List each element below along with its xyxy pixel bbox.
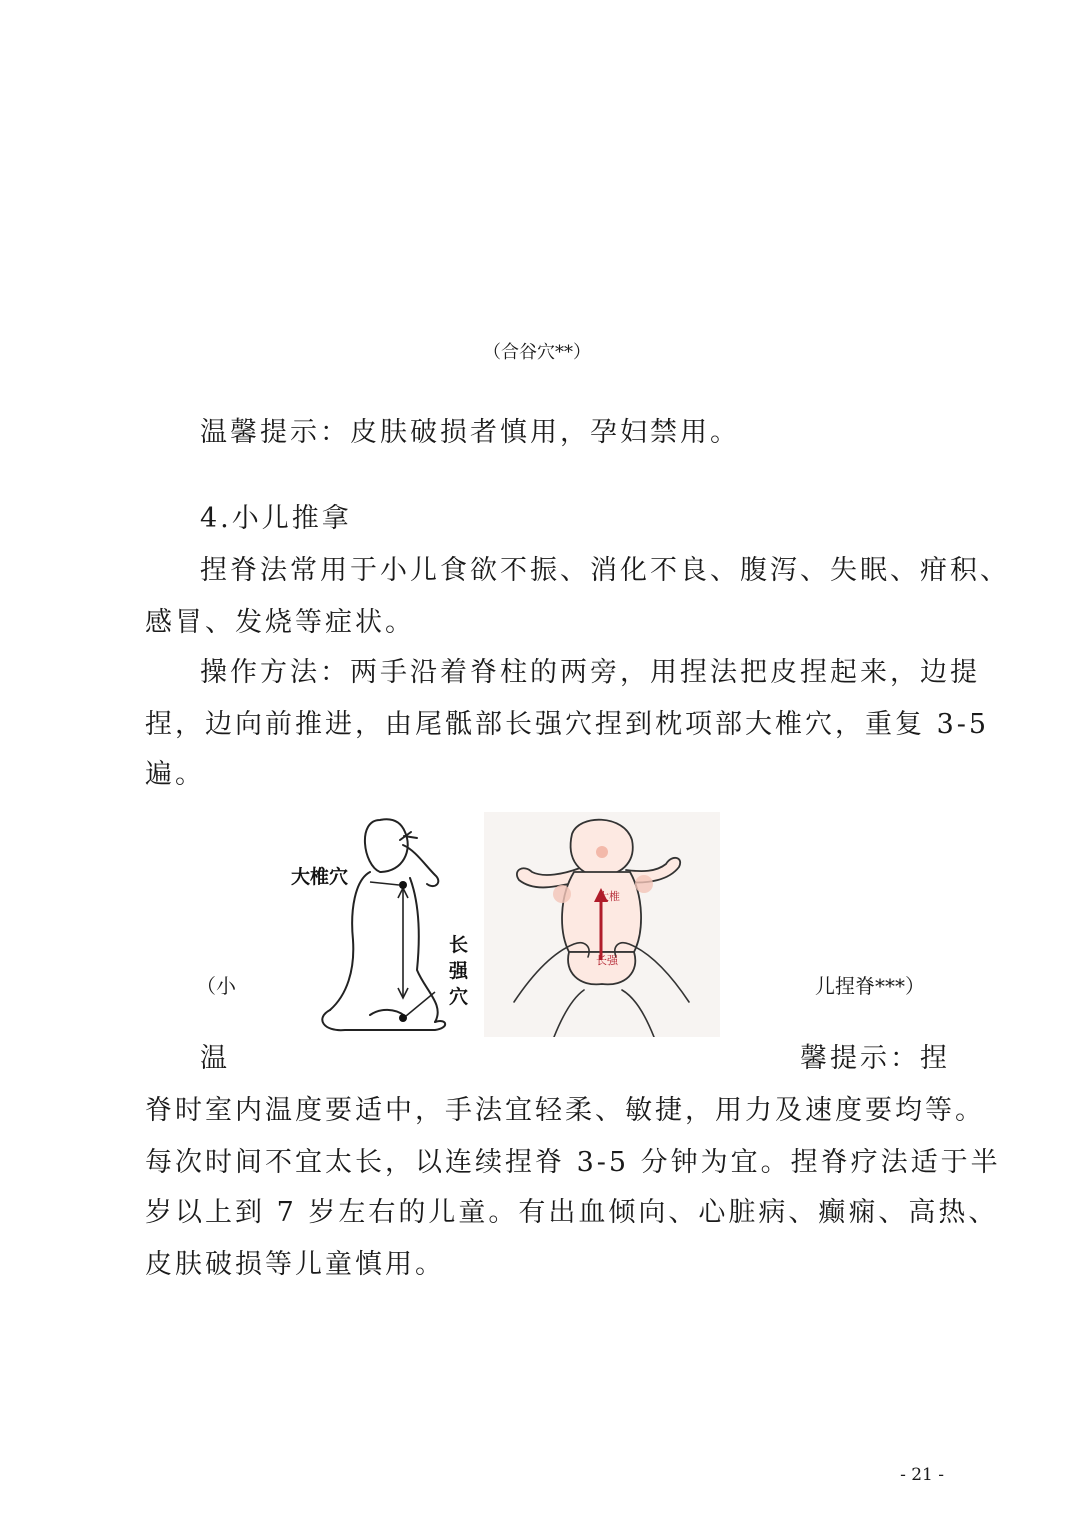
figure-child-back xyxy=(285,810,475,1040)
paragraph-1-line-2: 感冒、发烧等症状。 xyxy=(145,607,415,638)
paragraph-1-line-1: 捏脊法常用于小儿食欲不振、消化不良、腹泻、失眠、疳积、 xyxy=(200,555,1010,586)
paragraph-3-line-1: 脊时室内温度要适中，手法宜轻柔、敏捷，用力及速度要均等。 xyxy=(145,1095,985,1126)
baby-pinching-illustration xyxy=(484,812,720,1037)
label-changqiang-char-3: 穴 xyxy=(449,986,469,1008)
figure-top-caption: （合谷穴**） xyxy=(483,342,591,363)
tip-paragraph-1: 温馨提示：皮肤破损者慎用，孕妇禁用。 xyxy=(200,417,740,448)
label-dazhui: 大椎穴 xyxy=(291,866,349,888)
tip-paragraph-2-continued: 馨提示：捏 xyxy=(800,1043,950,1074)
child-back-illustration xyxy=(285,810,475,1040)
baby-label-dazhui: 大椎 xyxy=(598,890,620,903)
section-heading: 4.小儿推拿 xyxy=(200,503,352,534)
figure-baby-pinching xyxy=(484,812,720,1037)
changqiang-pointer xyxy=(406,992,435,1016)
baby-label-changqiang: 长强 xyxy=(596,954,618,967)
label-changqiang xyxy=(449,932,468,1010)
page-number: - 21 - xyxy=(900,1465,944,1485)
dazhui-pointer xyxy=(370,882,399,885)
label-changqiang-char-2: 强 xyxy=(449,960,469,982)
tip-paragraph-2-start: 温 xyxy=(200,1043,230,1074)
paragraph-3-line-4: 皮肤破损等儿童慎用。 xyxy=(145,1249,445,1280)
figure-caption-left: （小 xyxy=(196,974,236,998)
paragraph-2-line-3: 遍。 xyxy=(145,759,205,790)
label-changqiang-char-1: 长 xyxy=(449,934,469,956)
paragraph-2-line-1: 操作方法：两手沿着脊柱的两旁，用捏法把皮捏起来，边提 xyxy=(200,657,980,688)
paragraph-3-line-2: 每次时间不宜太长，以连续捏脊 3-5 分钟为宜。捏脊疗法适于半 xyxy=(145,1147,1001,1178)
dazhui-point xyxy=(399,881,407,889)
figure-caption-right: 儿捏脊***） xyxy=(815,974,925,998)
paragraph-3-line-3: 岁以上到 7 岁左右的儿童。有出血倾向、心脏病、癫痫、高热、 xyxy=(145,1197,999,1228)
paragraph-2-line-2: 捏，边向前推进，由尾骶部长强穴捏到枕项部大椎穴，重复 3-5 xyxy=(145,709,990,740)
